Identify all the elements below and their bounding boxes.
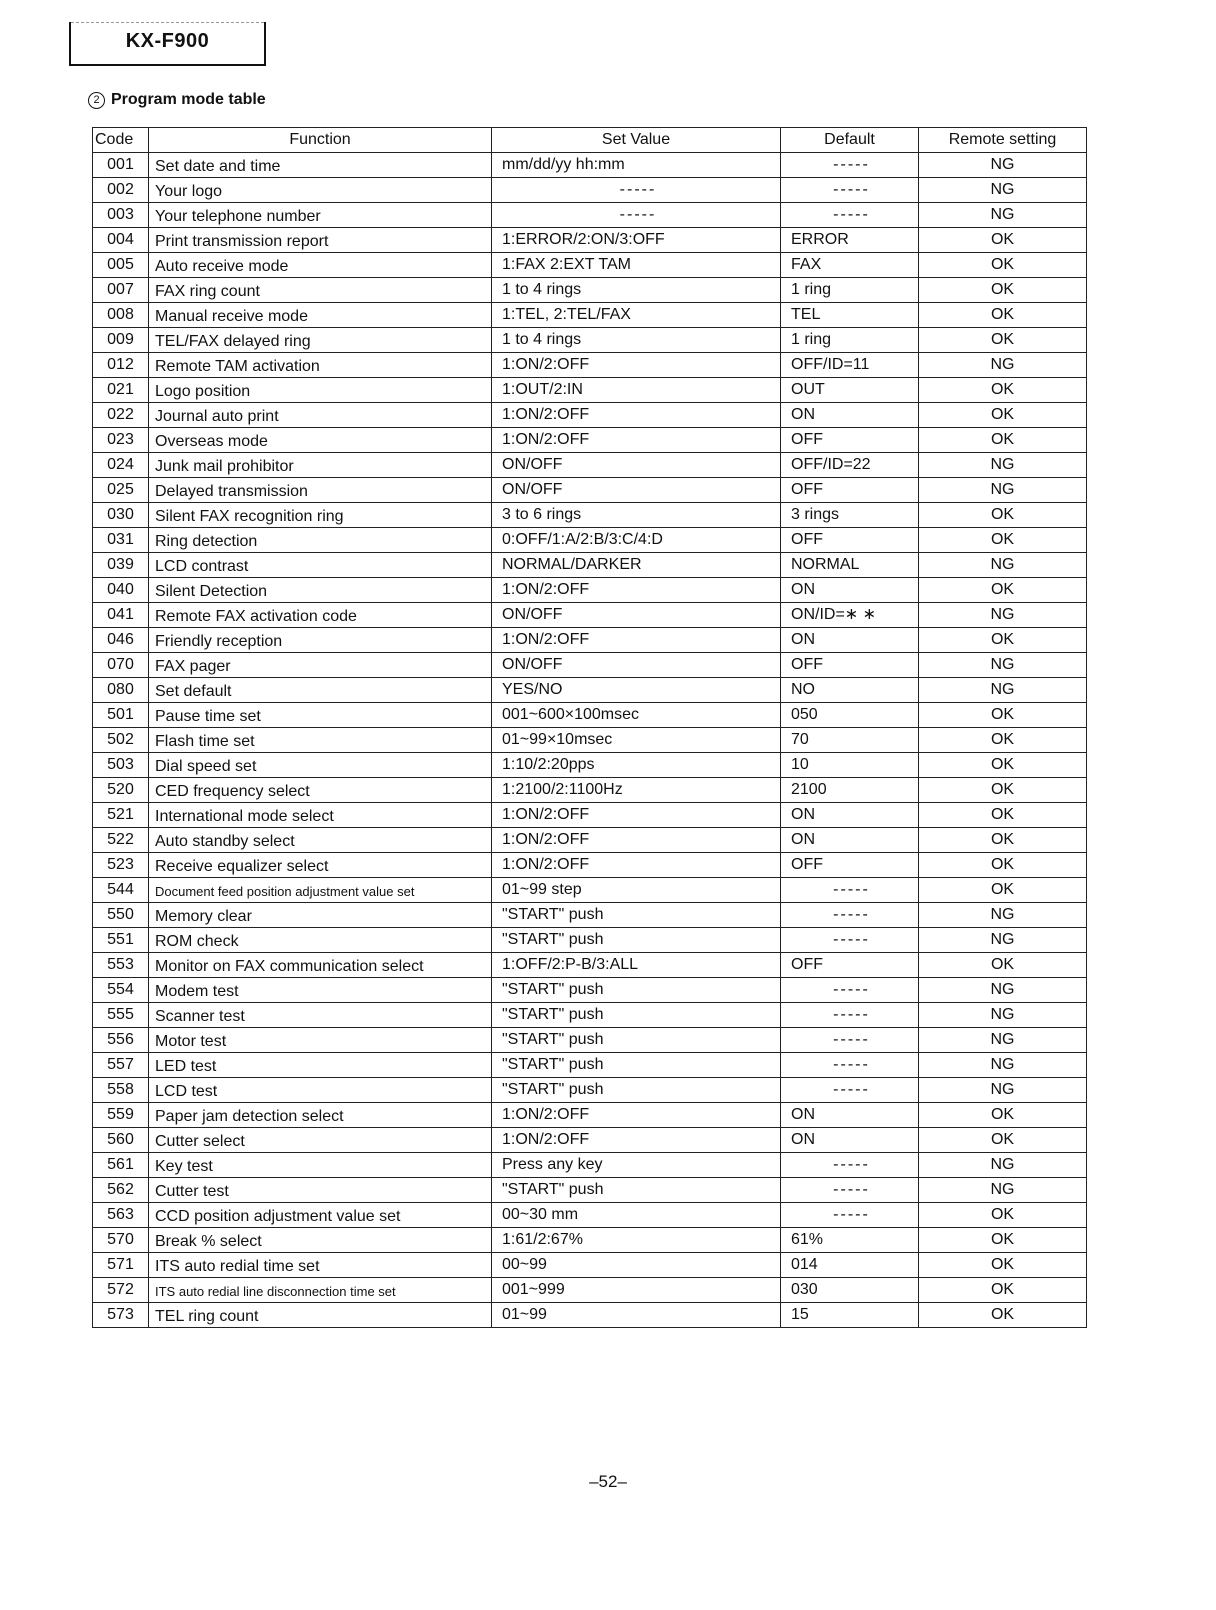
- table-row: [93, 1152, 1087, 1177]
- row-default: 70: [781, 727, 919, 752]
- row-function: Auto standby select: [149, 827, 492, 852]
- row-remote-setting: OK: [919, 752, 1087, 777]
- row-remote-setting: NG: [919, 1002, 1087, 1027]
- row-remote-setting: OK: [919, 502, 1087, 527]
- row-set-value: mm/dd/yy hh:mm: [492, 152, 781, 177]
- row-set-value: 1:OUT/2:IN: [492, 377, 781, 402]
- row-default: -----: [781, 152, 919, 177]
- row-set-value: "START" push: [492, 1027, 781, 1052]
- row-set-value: NORMAL/DARKER: [492, 552, 781, 577]
- table-row: [93, 752, 1087, 777]
- row-code: 503: [93, 752, 149, 777]
- model-box-top-rule: [71, 22, 264, 23]
- row-set-value: 1:ERROR/2:ON/3:OFF: [492, 227, 781, 252]
- row-default: -----: [781, 1052, 919, 1077]
- row-set-value: "START" push: [492, 927, 781, 952]
- row-remote-setting: OK: [919, 1277, 1087, 1302]
- row-default: OFF: [781, 652, 919, 677]
- row-set-value: Press any key: [492, 1152, 781, 1177]
- row-set-value: 1:ON/2:OFF: [492, 852, 781, 877]
- row-remote-setting: OK: [919, 802, 1087, 827]
- row-function: FAX pager: [149, 652, 492, 677]
- table-row: [93, 327, 1087, 352]
- row-code: 555: [93, 1002, 149, 1027]
- row-default: ON: [781, 627, 919, 652]
- row-code: 021: [93, 377, 149, 402]
- row-default: OFF/ID=11: [781, 352, 919, 377]
- row-default: 014: [781, 1252, 919, 1277]
- row-function: ITS auto redial line disconnection time set: [149, 1277, 492, 1302]
- row-default: 61%: [781, 1227, 919, 1252]
- header-remote-setting: Remote setting: [919, 128, 1087, 153]
- row-function: Silent FAX recognition ring: [149, 502, 492, 527]
- row-remote-setting: OK: [919, 702, 1087, 727]
- row-code: 025: [93, 477, 149, 502]
- row-default: OUT: [781, 377, 919, 402]
- row-remote-setting: OK: [919, 252, 1087, 277]
- row-default: -----: [781, 1077, 919, 1102]
- table-row: [93, 252, 1087, 277]
- row-default: NO: [781, 677, 919, 702]
- row-function: LCD test: [149, 1077, 492, 1102]
- table-header-row: [93, 128, 1087, 153]
- row-code: 501: [93, 702, 149, 727]
- row-remote-setting: NG: [919, 1027, 1087, 1052]
- row-default: -----: [781, 1177, 919, 1202]
- row-function: Receive equalizer select: [149, 852, 492, 877]
- table-row: [93, 1052, 1087, 1077]
- table-row: [93, 927, 1087, 952]
- row-remote-setting: NG: [919, 552, 1087, 577]
- row-remote-setting: NG: [919, 477, 1087, 502]
- row-default: -----: [781, 927, 919, 952]
- row-default: FAX: [781, 252, 919, 277]
- table-row: [93, 1127, 1087, 1152]
- row-remote-setting: NG: [919, 352, 1087, 377]
- table-row: [93, 402, 1087, 427]
- row-code: 003: [93, 202, 149, 227]
- row-remote-setting: NG: [919, 152, 1087, 177]
- row-set-value: 001~600×100msec: [492, 702, 781, 727]
- row-remote-setting: OK: [919, 527, 1087, 552]
- table-row: [93, 877, 1087, 902]
- model-label-box: [69, 22, 266, 66]
- table-row: [93, 627, 1087, 652]
- table-row: [93, 677, 1087, 702]
- table-row: [93, 202, 1087, 227]
- row-code: 572: [93, 1277, 149, 1302]
- row-function: Dial speed set: [149, 752, 492, 777]
- table-row: [93, 952, 1087, 977]
- row-default: ON: [781, 402, 919, 427]
- row-remote-setting: NG: [919, 202, 1087, 227]
- table-row: [93, 577, 1087, 602]
- row-remote-setting: NG: [919, 1152, 1087, 1177]
- page-number: –52–: [589, 1472, 627, 1491]
- row-set-value: 1:61/2:67%: [492, 1227, 781, 1252]
- row-default: ON: [781, 802, 919, 827]
- row-code: 554: [93, 977, 149, 1002]
- row-set-value: 01~99×10msec: [492, 727, 781, 752]
- row-remote-setting: OK: [919, 727, 1087, 752]
- header-function: Function: [149, 128, 492, 153]
- row-function: Monitor on FAX communication select: [149, 952, 492, 977]
- row-default: -----: [781, 202, 919, 227]
- row-set-value: 1:FAX 2:EXT TAM: [492, 252, 781, 277]
- table-row: [93, 277, 1087, 302]
- row-function: Manual receive mode: [149, 302, 492, 327]
- row-default: 1 ring: [781, 277, 919, 302]
- row-remote-setting: NG: [919, 927, 1087, 952]
- row-remote-setting: OK: [919, 1302, 1087, 1327]
- row-default: ON: [781, 1102, 919, 1127]
- table-row: [93, 727, 1087, 752]
- row-default: 050: [781, 702, 919, 727]
- row-function: CED frequency select: [149, 777, 492, 802]
- row-set-value: "START" push: [492, 902, 781, 927]
- row-remote-setting: OK: [919, 277, 1087, 302]
- row-function: ITS auto redial time set: [149, 1252, 492, 1277]
- row-function: Modem test: [149, 977, 492, 1002]
- row-code: 559: [93, 1102, 149, 1127]
- row-remote-setting: OK: [919, 427, 1087, 452]
- table-row: [93, 1227, 1087, 1252]
- section-title-text: Program mode table: [111, 91, 266, 108]
- table-row: [93, 1077, 1087, 1102]
- row-code: 009: [93, 327, 149, 352]
- row-code: 001: [93, 152, 149, 177]
- row-set-value: 1:ON/2:OFF: [492, 352, 781, 377]
- row-code: 002: [93, 177, 149, 202]
- row-function: Delayed transmission: [149, 477, 492, 502]
- table-row: [93, 477, 1087, 502]
- row-function: Overseas mode: [149, 427, 492, 452]
- row-code: 561: [93, 1152, 149, 1177]
- row-remote-setting: NG: [919, 677, 1087, 702]
- row-set-value: 1:2100/2:1100Hz: [492, 777, 781, 802]
- row-code: 558: [93, 1077, 149, 1102]
- row-function: Set default: [149, 677, 492, 702]
- row-code: 046: [93, 627, 149, 652]
- row-code: 560: [93, 1127, 149, 1152]
- table-row: [93, 652, 1087, 677]
- row-set-value: YES/NO: [492, 677, 781, 702]
- row-remote-setting: OK: [919, 227, 1087, 252]
- row-default: OFF: [781, 852, 919, 877]
- row-function: Logo position: [149, 377, 492, 402]
- row-code: 031: [93, 527, 149, 552]
- row-code: 550: [93, 902, 149, 927]
- row-set-value: 1:ON/2:OFF: [492, 827, 781, 852]
- row-set-value: 1:ON/2:OFF: [492, 1102, 781, 1127]
- row-code: 007: [93, 277, 149, 302]
- row-default: 10: [781, 752, 919, 777]
- row-code: 556: [93, 1027, 149, 1052]
- row-remote-setting: NG: [919, 1052, 1087, 1077]
- row-function: Document feed position adjustment value set: [149, 877, 492, 902]
- row-remote-setting: OK: [919, 1127, 1087, 1152]
- table-row: [93, 852, 1087, 877]
- row-code: 023: [93, 427, 149, 452]
- header-set-value: Set Value: [492, 128, 781, 153]
- row-function: Key test: [149, 1152, 492, 1177]
- row-function: Your telephone number: [149, 202, 492, 227]
- table-row: [93, 152, 1087, 177]
- row-set-value: 1:ON/2:OFF: [492, 577, 781, 602]
- row-function: Set date and time: [149, 152, 492, 177]
- row-code: 080: [93, 677, 149, 702]
- row-function: Remote TAM activation: [149, 352, 492, 377]
- section-number-circle: 2: [88, 92, 105, 109]
- header-code: Code: [93, 128, 149, 153]
- row-set-value: 01~99 step: [492, 877, 781, 902]
- row-set-value: -----: [492, 177, 781, 202]
- row-default: 15: [781, 1302, 919, 1327]
- row-set-value: 1:ON/2:OFF: [492, 627, 781, 652]
- row-function: Cutter test: [149, 1177, 492, 1202]
- row-function: International mode select: [149, 802, 492, 827]
- row-set-value: "START" push: [492, 1002, 781, 1027]
- row-default: 2100: [781, 777, 919, 802]
- row-remote-setting: OK: [919, 377, 1087, 402]
- row-set-value: "START" push: [492, 1177, 781, 1202]
- row-function: TEL ring count: [149, 1302, 492, 1327]
- row-function: CCD position adjustment value set: [149, 1202, 492, 1227]
- table-row: [93, 777, 1087, 802]
- row-set-value: ON/OFF: [492, 477, 781, 502]
- row-function: Print transmission report: [149, 227, 492, 252]
- row-default: 030: [781, 1277, 919, 1302]
- row-code: 004: [93, 227, 149, 252]
- row-default: 3 rings: [781, 502, 919, 527]
- table-row: [93, 902, 1087, 927]
- row-code: 551: [93, 927, 149, 952]
- table-row: [93, 377, 1087, 402]
- row-set-value: ON/OFF: [492, 452, 781, 477]
- row-function: Break % select: [149, 1227, 492, 1252]
- row-remote-setting: NG: [919, 1177, 1087, 1202]
- row-default: OFF: [781, 952, 919, 977]
- row-remote-setting: OK: [919, 577, 1087, 602]
- row-function: Journal auto print: [149, 402, 492, 427]
- row-remote-setting: NG: [919, 602, 1087, 627]
- row-function: Paper jam detection select: [149, 1102, 492, 1127]
- table-row: [93, 1002, 1087, 1027]
- row-code: 522: [93, 827, 149, 852]
- row-default: -----: [781, 1027, 919, 1052]
- row-function: Memory clear: [149, 902, 492, 927]
- row-function: Remote FAX activation code: [149, 602, 492, 627]
- row-code: 041: [93, 602, 149, 627]
- row-set-value: 01~99: [492, 1302, 781, 1327]
- row-function: TEL/FAX delayed ring: [149, 327, 492, 352]
- row-function: ROM check: [149, 927, 492, 952]
- row-set-value: 1:TEL, 2:TEL/FAX: [492, 302, 781, 327]
- row-remote-setting: OK: [919, 777, 1087, 802]
- program-mode-table: [92, 127, 1087, 1328]
- row-code: 571: [93, 1252, 149, 1277]
- row-remote-setting: OK: [919, 1202, 1087, 1227]
- row-default: ON: [781, 1127, 919, 1152]
- row-function: Your logo: [149, 177, 492, 202]
- row-function: Scanner test: [149, 1002, 492, 1027]
- row-set-value: ON/OFF: [492, 602, 781, 627]
- table-row: [93, 702, 1087, 727]
- row-code: 521: [93, 802, 149, 827]
- row-function: Ring detection: [149, 527, 492, 552]
- row-remote-setting: OK: [919, 302, 1087, 327]
- row-default: -----: [781, 977, 919, 1002]
- row-function: FAX ring count: [149, 277, 492, 302]
- row-set-value: 00~30 mm: [492, 1202, 781, 1227]
- row-function: Auto receive mode: [149, 252, 492, 277]
- row-remote-setting: OK: [919, 952, 1087, 977]
- table-row: [93, 1102, 1087, 1127]
- row-default: 1 ring: [781, 327, 919, 352]
- row-default: NORMAL: [781, 552, 919, 577]
- row-default: OFF: [781, 427, 919, 452]
- row-remote-setting: NG: [919, 452, 1087, 477]
- row-set-value: 3 to 6 rings: [492, 502, 781, 527]
- row-function: Friendly reception: [149, 627, 492, 652]
- row-code: 562: [93, 1177, 149, 1202]
- row-code: 523: [93, 852, 149, 877]
- row-code: 024: [93, 452, 149, 477]
- row-code: 008: [93, 302, 149, 327]
- row-code: 039: [93, 552, 149, 577]
- header-default: Default: [781, 128, 919, 153]
- row-default: ON: [781, 577, 919, 602]
- row-set-value: 0:OFF/1:A/2:B/3:C/4:D: [492, 527, 781, 552]
- table-row: [93, 177, 1087, 202]
- row-set-value: 1 to 4 rings: [492, 327, 781, 352]
- table-row: [93, 1177, 1087, 1202]
- table-row: [93, 977, 1087, 1002]
- row-code: 040: [93, 577, 149, 602]
- row-default: -----: [781, 177, 919, 202]
- row-code: 557: [93, 1052, 149, 1077]
- row-set-value: "START" push: [492, 1077, 781, 1102]
- row-set-value: 1:ON/2:OFF: [492, 402, 781, 427]
- section-heading: [88, 91, 266, 109]
- row-set-value: 001~999: [492, 1277, 781, 1302]
- row-code: 573: [93, 1302, 149, 1327]
- row-set-value: 1:OFF/2:P-B/3:ALL: [492, 952, 781, 977]
- table-row: [93, 1252, 1087, 1277]
- row-default: OFF: [781, 477, 919, 502]
- row-default: OFF/ID=22: [781, 452, 919, 477]
- row-remote-setting: OK: [919, 327, 1087, 352]
- table-row: [93, 1202, 1087, 1227]
- row-remote-setting: OK: [919, 627, 1087, 652]
- row-set-value: ON/OFF: [492, 652, 781, 677]
- row-set-value: "START" push: [492, 1052, 781, 1077]
- row-remote-setting: OK: [919, 1252, 1087, 1277]
- row-default: -----: [781, 877, 919, 902]
- row-set-value: 1:ON/2:OFF: [492, 802, 781, 827]
- table-row: [93, 827, 1087, 852]
- row-function: Silent Detection: [149, 577, 492, 602]
- row-code: 005: [93, 252, 149, 277]
- row-code: 030: [93, 502, 149, 527]
- row-remote-setting: NG: [919, 1077, 1087, 1102]
- row-code: 563: [93, 1202, 149, 1227]
- row-default: -----: [781, 1152, 919, 1177]
- row-function: LED test: [149, 1052, 492, 1077]
- row-code: 520: [93, 777, 149, 802]
- row-remote-setting: OK: [919, 852, 1087, 877]
- row-function: Cutter select: [149, 1127, 492, 1152]
- row-set-value: 00~99: [492, 1252, 781, 1277]
- row-set-value: 1:ON/2:OFF: [492, 427, 781, 452]
- table-row: [93, 527, 1087, 552]
- table-row: [93, 1027, 1087, 1052]
- row-default: ERROR: [781, 227, 919, 252]
- row-remote-setting: NG: [919, 902, 1087, 927]
- table-row: [93, 227, 1087, 252]
- row-remote-setting: OK: [919, 1102, 1087, 1127]
- row-default: -----: [781, 1002, 919, 1027]
- row-default: -----: [781, 902, 919, 927]
- row-set-value: 1:10/2:20pps: [492, 752, 781, 777]
- row-default: ON/ID=∗ ∗: [781, 602, 919, 627]
- row-remote-setting: OK: [919, 402, 1087, 427]
- table-row: [93, 452, 1087, 477]
- row-remote-setting: OK: [919, 877, 1087, 902]
- row-remote-setting: NG: [919, 652, 1087, 677]
- row-code: 544: [93, 877, 149, 902]
- table-row: [93, 502, 1087, 527]
- row-function: Junk mail prohibitor: [149, 452, 492, 477]
- row-remote-setting: NG: [919, 977, 1087, 1002]
- table-row: [93, 1277, 1087, 1302]
- row-set-value: -----: [492, 202, 781, 227]
- row-default: -----: [781, 1202, 919, 1227]
- table-row: [93, 552, 1087, 577]
- row-code: 570: [93, 1227, 149, 1252]
- row-code: 553: [93, 952, 149, 977]
- row-remote-setting: NG: [919, 177, 1087, 202]
- row-set-value: 1:ON/2:OFF: [492, 1127, 781, 1152]
- row-function: Motor test: [149, 1027, 492, 1052]
- table-row: [93, 427, 1087, 452]
- model-name: KX-F900: [125, 30, 210, 52]
- row-set-value: 1 to 4 rings: [492, 277, 781, 302]
- row-default: OFF: [781, 527, 919, 552]
- table-row: [93, 1302, 1087, 1327]
- row-remote-setting: OK: [919, 1227, 1087, 1252]
- row-function: Pause time set: [149, 702, 492, 727]
- row-remote-setting: OK: [919, 827, 1087, 852]
- row-code: 012: [93, 352, 149, 377]
- row-set-value: "START" push: [492, 977, 781, 1002]
- table-row: [93, 602, 1087, 627]
- row-code: 022: [93, 402, 149, 427]
- row-default: ON: [781, 827, 919, 852]
- table-row: [93, 802, 1087, 827]
- row-code: 070: [93, 652, 149, 677]
- row-default: TEL: [781, 302, 919, 327]
- table-row: [93, 302, 1087, 327]
- row-function: Flash time set: [149, 727, 492, 752]
- row-code: 502: [93, 727, 149, 752]
- table-row: [93, 352, 1087, 377]
- row-function: LCD contrast: [149, 552, 492, 577]
